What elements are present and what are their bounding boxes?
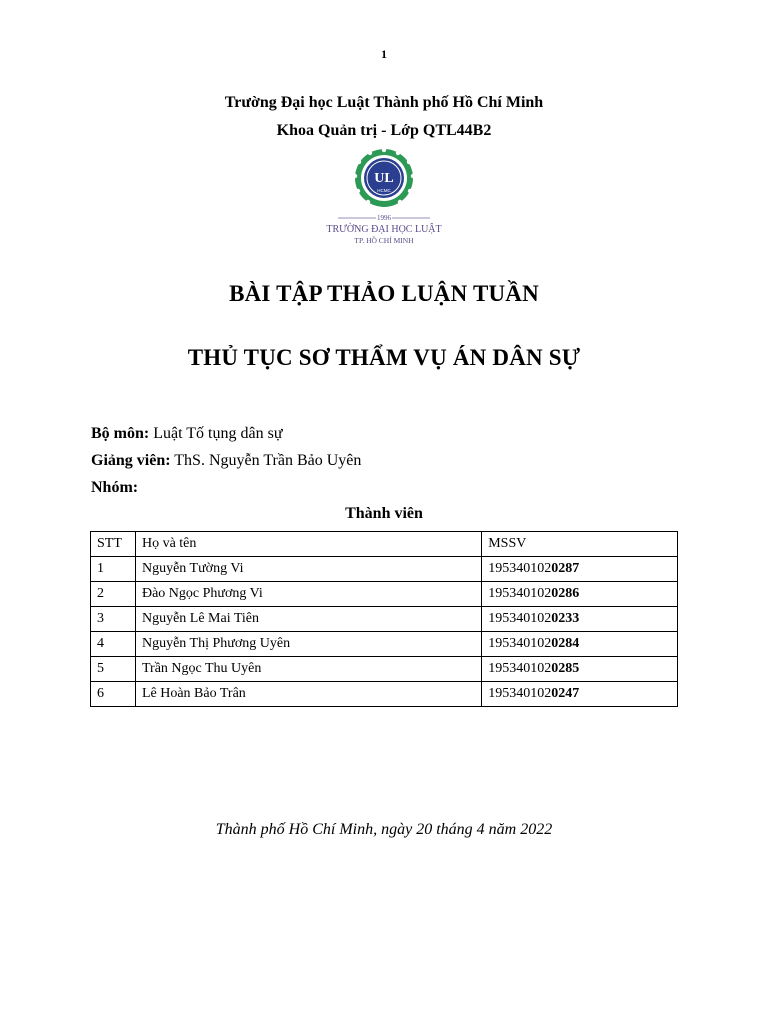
members-table	[90, 531, 678, 707]
cell-mssv	[482, 582, 678, 607]
svg-text:1996: 1996	[377, 214, 391, 222]
cell-name: Nguyễn Tường Vi	[135, 557, 481, 582]
cell-name: Lê Hoàn Bảo Trân	[135, 682, 481, 707]
cell-stt: 3	[91, 607, 136, 632]
table-row	[91, 632, 678, 657]
mssv-suffix: 0284	[551, 636, 580, 651]
cell-name: Trần Ngọc Thu Uyên	[135, 657, 481, 682]
cell-stt: 5	[91, 657, 136, 682]
lecturer-line	[91, 452, 361, 470]
cell-mssv	[482, 557, 678, 582]
group-label: Nhóm:	[91, 479, 139, 496]
members-caption: Thành viên	[345, 505, 423, 522]
mssv-suffix: 0247	[551, 686, 580, 701]
cell-mssv	[482, 632, 678, 657]
svg-text:HCMC: HCMC	[377, 188, 391, 193]
cell-name: Nguyễn Thị Phương Uyên	[135, 632, 481, 657]
cell-mssv	[482, 657, 678, 682]
lecturer-label: Giảng viên:	[91, 452, 171, 469]
svg-text:TRƯỜNG ĐẠI HỌC LUẬT: TRƯỜNG ĐẠI HỌC LUẬT	[326, 224, 442, 235]
page-number: 1	[381, 47, 387, 61]
header-mssv: MSSV	[482, 532, 678, 557]
table-header-row	[91, 532, 678, 557]
mssv-prefix: 195340102	[488, 686, 552, 701]
table-row	[91, 582, 678, 607]
date-line: Thành phố Hồ Chí Minh, ngày 20 tháng 4 năm 2022	[215, 821, 553, 838]
table-row	[91, 682, 678, 707]
header-stt: STT	[91, 532, 136, 557]
table-row	[91, 657, 678, 682]
mssv-prefix: 195340102	[488, 561, 552, 576]
subject-line	[91, 425, 282, 443]
university-name: Trường Đại học Luật Thành phố Hồ Chí Minh	[224, 94, 544, 111]
cell-mssv	[482, 607, 678, 632]
cell-stt: 1	[91, 557, 136, 582]
table-row	[91, 607, 678, 632]
svg-text:UL: UL	[374, 171, 394, 186]
lecturer-value: ThS. Nguyễn Trần Bảo Uyên	[170, 452, 362, 469]
table-row	[91, 557, 678, 582]
mssv-prefix: 195340102	[488, 636, 552, 651]
mssv-suffix: 0287	[551, 561, 580, 576]
group-line	[91, 479, 138, 497]
university-logo-icon	[318, 148, 450, 252]
cell-mssv	[482, 682, 678, 707]
svg-text:TP. HỒ CHÍ MINH: TP. HỒ CHÍ MINH	[354, 236, 414, 245]
university-logo	[318, 148, 450, 252]
mssv-suffix: 0285	[551, 661, 580, 676]
mssv-prefix: 195340102	[488, 611, 552, 626]
header-name: Họ và tên	[135, 532, 481, 557]
faculty-class: Khoa Quản trị - Lớp QTL44B2	[276, 122, 492, 139]
cell-stt: 6	[91, 682, 136, 707]
cell-stt: 2	[91, 582, 136, 607]
cell-name: Nguyễn Lê Mai Tiên	[135, 607, 481, 632]
document-subtitle: THỦ TỤC SƠ THẨM VỤ ÁN DÂN SỰ	[187, 345, 581, 370]
mssv-prefix: 195340102	[488, 661, 552, 676]
mssv-suffix: 0286	[551, 586, 580, 601]
mssv-suffix: 0233	[551, 611, 580, 626]
cell-name: Đào Ngọc Phương Vi	[135, 582, 481, 607]
subject-label: Bộ môn:	[91, 425, 150, 442]
mssv-prefix: 195340102	[488, 586, 552, 601]
document-title: BÀI TẬP THẢO LUẬN TUẦN	[229, 281, 539, 306]
subject-value: Luật Tố tụng dân sự	[149, 425, 283, 442]
cell-stt: 4	[91, 632, 136, 657]
